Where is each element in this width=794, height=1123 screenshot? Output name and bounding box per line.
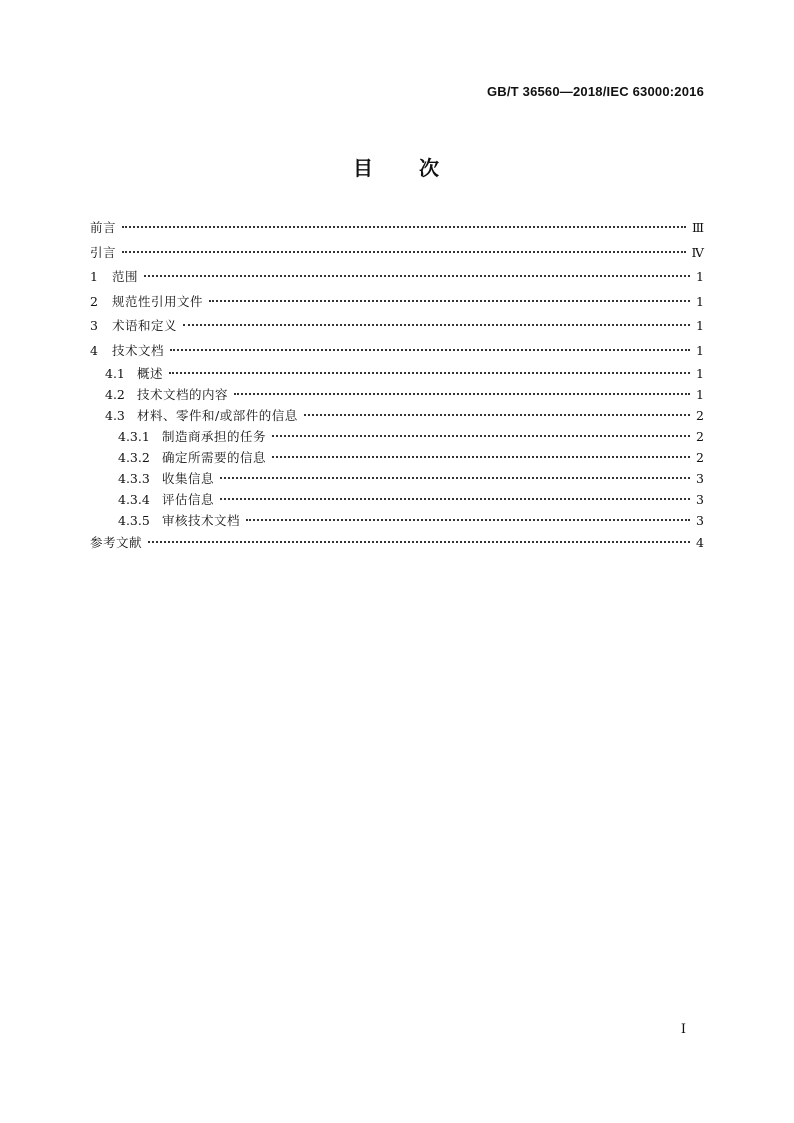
toc-entry-label: 范围 [112, 269, 139, 284]
toc-entry[interactable] [90, 531, 704, 556]
toc-entry-number: 3 [90, 318, 98, 333]
toc-title-char-1: 目 [353, 156, 375, 180]
toc-entry[interactable] [90, 363, 704, 384]
toc-dot-leader [122, 251, 685, 253]
toc-entry-number: 4.3.5 [118, 513, 150, 528]
toc-entry-number: 4.3.2 [118, 450, 150, 465]
toc-entry-page: 1 [696, 342, 704, 358]
toc-entry[interactable] [90, 447, 704, 468]
toc-dot-leader [183, 324, 690, 326]
toc-entry-label: 材料、零件和/或部件的信息 [137, 408, 298, 423]
toc-entry-number: 4 [90, 342, 98, 358]
toc-entry-page: 4 [696, 535, 704, 550]
toc-entry-number: 4.3.3 [118, 471, 150, 486]
toc-entry[interactable] [90, 339, 704, 364]
toc-title [0, 152, 794, 181]
toc-dot-leader [148, 541, 690, 543]
toc-entry-page: 1 [696, 366, 704, 381]
table-of-contents [90, 216, 704, 556]
toc-dot-leader [209, 300, 690, 302]
toc-dot-leader [122, 226, 686, 228]
toc-entry-label: 收集信息 [162, 471, 215, 486]
toc-dot-leader [220, 477, 690, 479]
toc-entry-page: 2 [696, 450, 704, 465]
standard-code-header: GB/T 36560—2018/IEC 63000:2016 [486, 84, 704, 99]
toc-dot-leader [246, 519, 690, 521]
toc-entry-label: 前言 [90, 220, 117, 235]
toc-entry[interactable] [90, 426, 704, 447]
toc-entry-label: 概述 [137, 366, 164, 381]
toc-dot-leader [272, 456, 690, 458]
toc-entry-number: 4.3.1 [118, 429, 150, 444]
toc-entry-page: 1 [696, 318, 704, 333]
toc-entry[interactable] [90, 290, 704, 315]
toc-entry[interactable] [90, 216, 704, 241]
toc-dot-leader [220, 498, 690, 500]
toc-entry-label: 引言 [90, 244, 117, 260]
toc-entry-label: 参考文献 [90, 535, 143, 550]
toc-entry-number: 2 [90, 293, 98, 309]
toc-entry[interactable] [90, 241, 704, 266]
toc-entry-number: 4.3 [105, 408, 125, 423]
toc-dot-leader [272, 435, 690, 437]
toc-entry-page: 1 [696, 293, 704, 309]
toc-dot-leader [304, 414, 690, 416]
toc-entry[interactable] [90, 265, 704, 290]
toc-entry-number: 4.3.4 [118, 492, 150, 507]
toc-entry-label: 确定所需要的信息 [162, 450, 267, 465]
toc-entry-page: 1 [696, 269, 704, 284]
toc-entry[interactable] [90, 405, 704, 426]
toc-entry-page: Ⅳ [691, 244, 704, 260]
toc-entry-label: 规范性引用文件 [112, 293, 204, 309]
toc-entry-number: 1 [90, 269, 98, 284]
toc-dot-leader [234, 393, 690, 395]
toc-entry-page: 2 [696, 429, 704, 444]
toc-entry-label: 技术文档的内容 [137, 387, 229, 402]
toc-entry-page: 2 [696, 408, 704, 423]
toc-entry[interactable] [90, 314, 704, 339]
toc-entry-page: 3 [696, 471, 704, 486]
toc-dot-leader [144, 275, 690, 277]
toc-entry[interactable] [90, 384, 704, 405]
toc-entry-page: 3 [696, 492, 704, 507]
page-number: I [680, 1022, 686, 1037]
toc-title-char-2: 次 [419, 156, 441, 180]
toc-entry-number: 4.2 [105, 387, 125, 402]
toc-entry-label: 审核技术文档 [162, 513, 241, 528]
toc-entry[interactable] [90, 489, 704, 510]
toc-entry[interactable] [90, 510, 704, 531]
toc-dot-leader [169, 372, 690, 374]
toc-entry-label: 评估信息 [162, 492, 215, 507]
toc-entry-page: 1 [696, 387, 704, 402]
toc-entry-number: 4.1 [105, 366, 125, 381]
toc-dot-leader [170, 349, 690, 351]
toc-entry[interactable] [90, 468, 704, 489]
toc-entry-page: Ⅲ [691, 220, 704, 235]
toc-entry-label: 技术文档 [112, 342, 165, 358]
toc-entry-label: 术语和定义 [112, 318, 178, 333]
toc-entry-page: 3 [696, 513, 704, 528]
toc-entry-label: 制造商承担的任务 [162, 429, 267, 444]
